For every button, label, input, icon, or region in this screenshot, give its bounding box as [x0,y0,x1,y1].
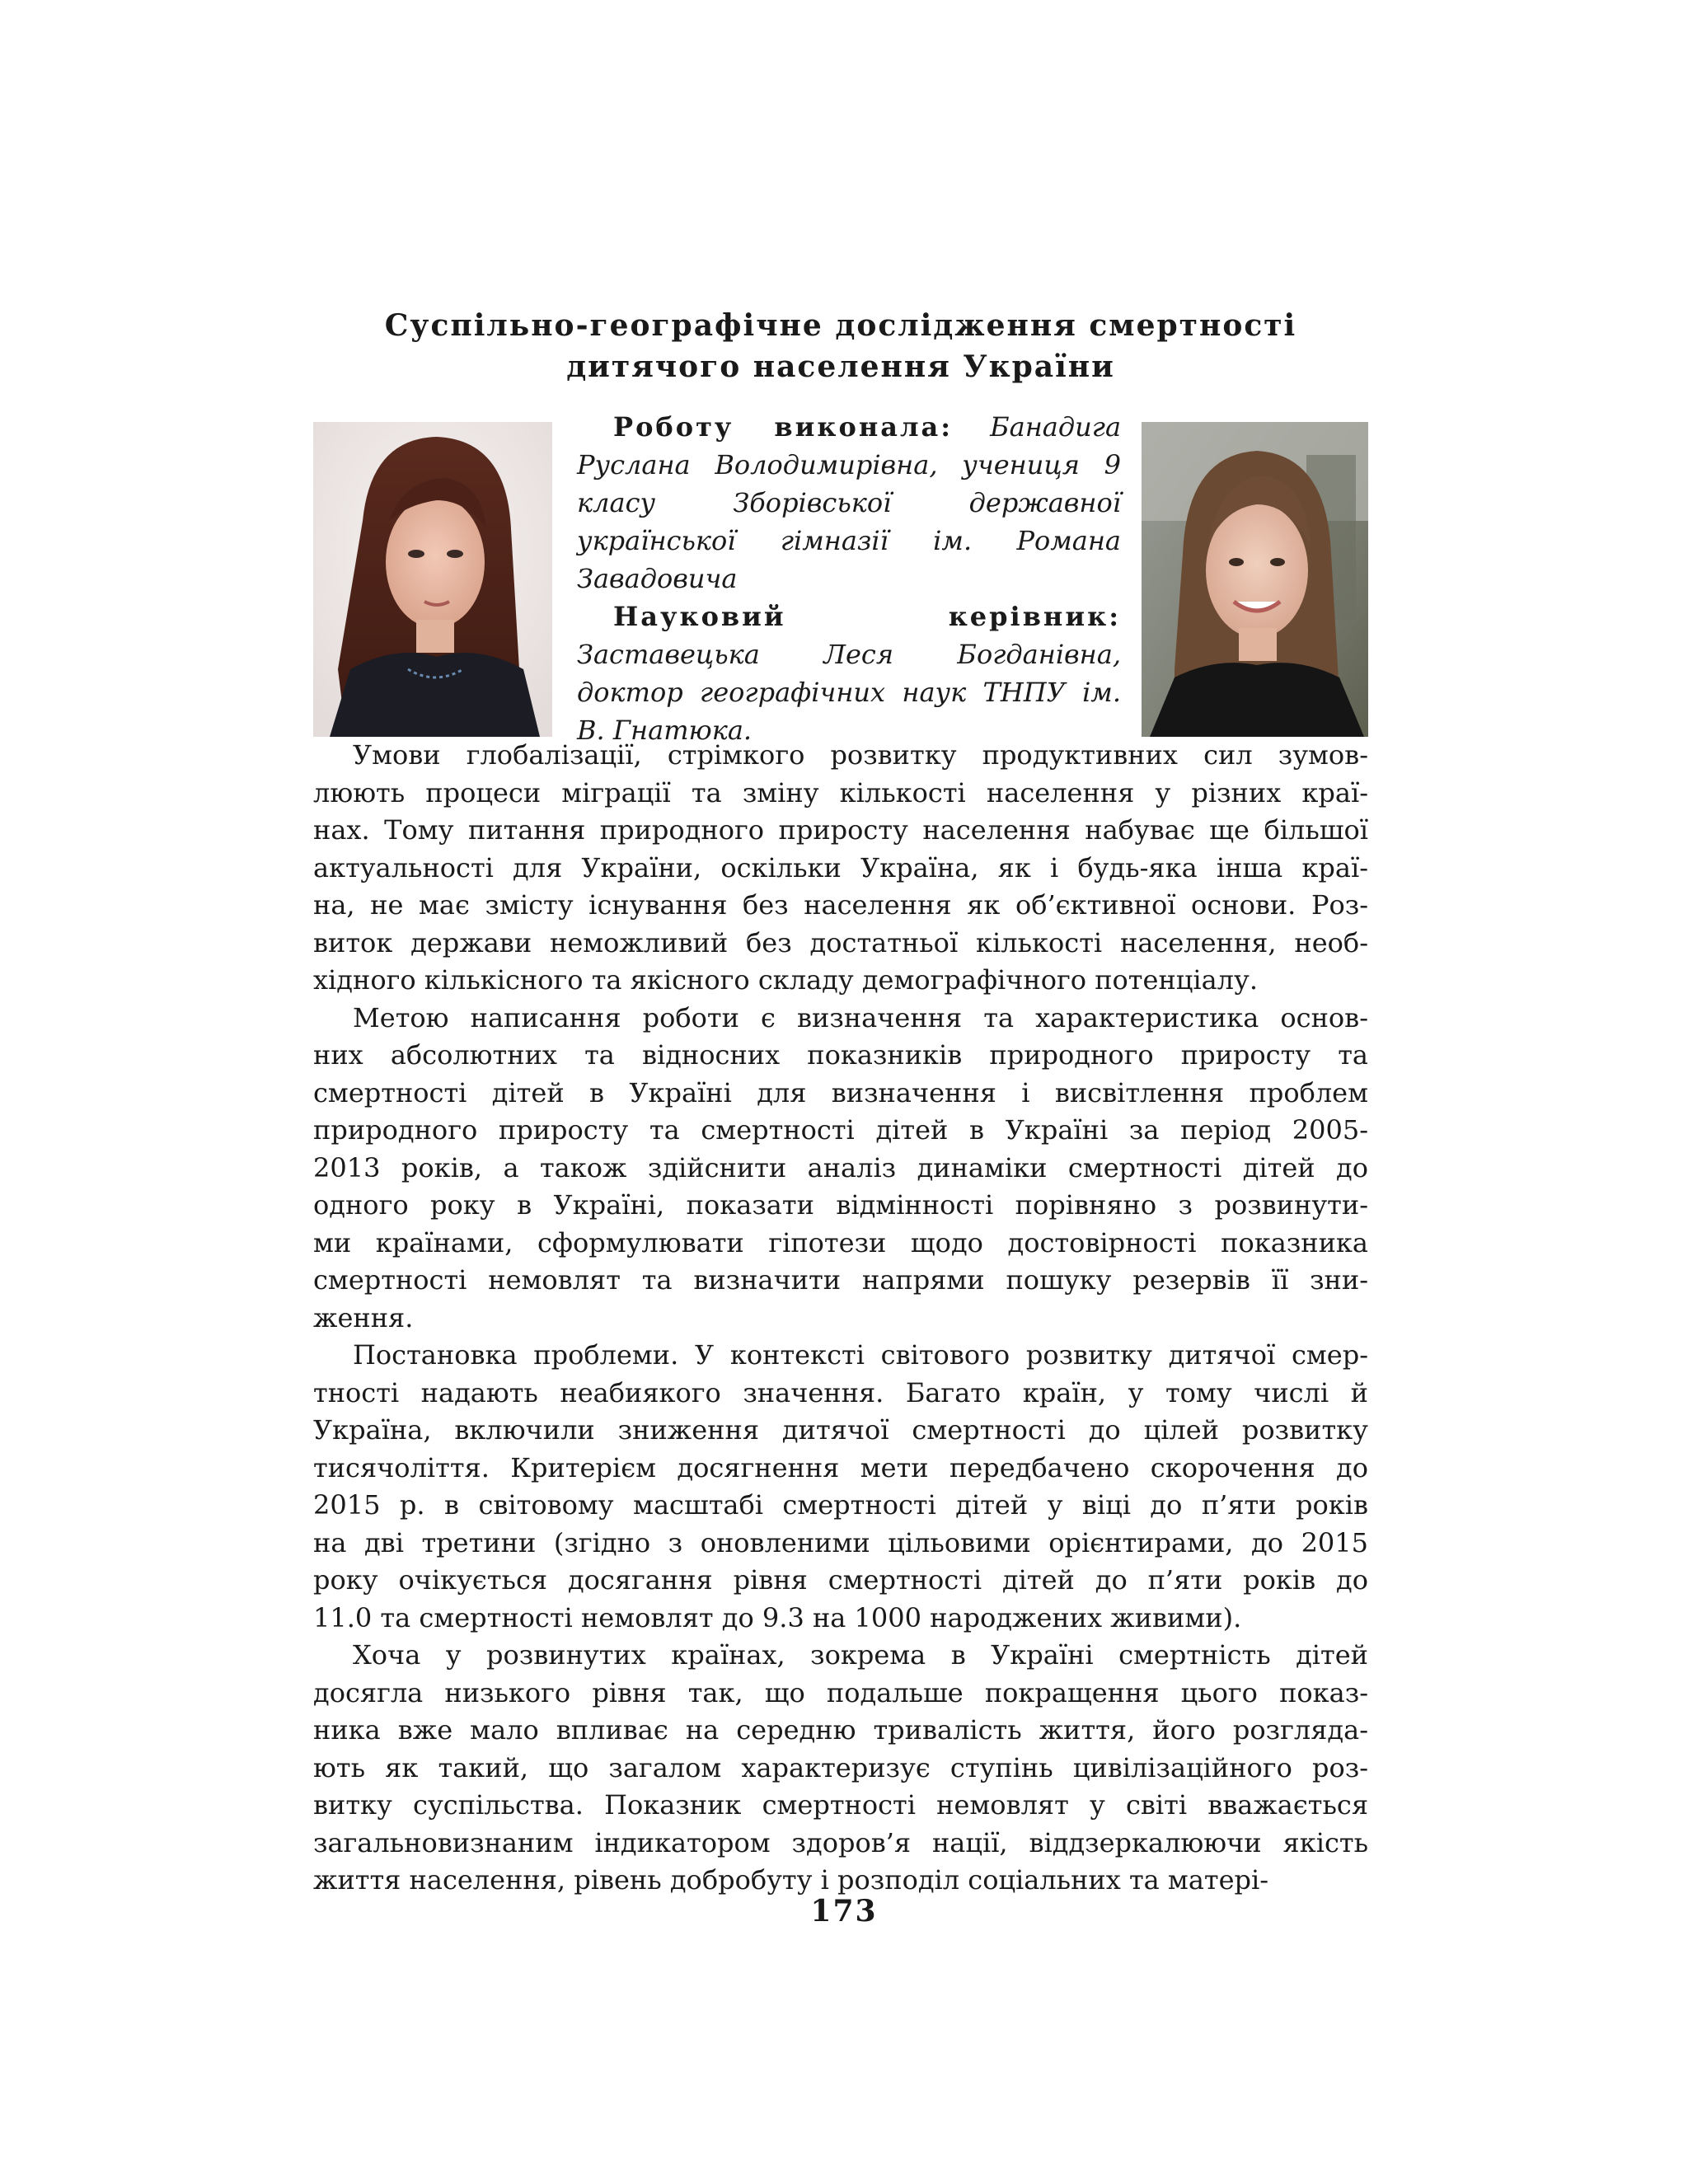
text-line: року очікується досягання рівня смертності дітей до п’яти років до [313,1564,1368,1596]
paragraph [313,1000,1368,1338]
text-line: них абсолютних та відносних показників природного приросту та [313,1039,1368,1071]
author-credit [577,408,1121,598]
article-title-line-1: Суспільно-географічне дослідження смертності [384,308,1297,343]
text-line: актуальності для України, оскільки Україна, як і будь-яка інша краї- [313,851,1368,883]
text-line: на дві третини (згідно з оновленими цільовими орієнтирами, до 2015 [313,1526,1368,1558]
text-line: люють процеси міграції та зміну кількості населення у різних краї- [313,776,1368,808]
credits-block [577,408,1121,749]
text-line: загальновизнаним індикатором здоров’я нації, віддзеркалюючи якість [313,1826,1368,1858]
text-line: смертності дітей в Україні для визначення і висвітлення проблем [313,1076,1368,1108]
text-line: Постановка проблеми. У контексті світового розвитку дитячої смер- [353,1339,1368,1371]
supervisor-photo [1142,422,1368,737]
text-line: хідного кількісного та якісного складу демографічного потенціалу. [313,964,1258,996]
text-line: одного року в Україні, показати відмінності порівняно з розвинути- [313,1189,1368,1221]
article-title [313,305,1368,387]
article-title-line-2: дитячого населення України [566,349,1115,384]
paragraph [313,1637,1368,1900]
text-line: Хоча у розвинутих країнах, зокрема в Україні смертність дітей [353,1639,1368,1671]
text-line: Україна, включили зниження дитячої смертності до цілей розвитку [313,1414,1368,1446]
text-line: досягла низького рівня так, що подальше покращення цього показ- [313,1676,1368,1708]
text-line: нах. Тому питання природного приросту населення набуває ще більшої [313,814,1368,846]
author-label: Роботу виконала: [613,411,954,443]
article-body [313,737,1368,1900]
text-line: природного приросту та смертності дітей в Україні за період 2005- [313,1114,1368,1146]
text-line: витку суспільства. Показник смертності немовлят у світі вважається [313,1789,1368,1821]
text-line: тності надають неабиякого значення. Багато країн, у тому числі й [313,1376,1368,1408]
text-line: 11.0 та смертності немовлят до 9.3 на 1000 народжених живими). [313,1601,1242,1633]
text-line: Метою написання роботи є визначення та характеристика основ- [353,1001,1368,1033]
text-line: виток держави неможливий без достатньої кількості населення, необ- [313,926,1368,958]
paragraph [313,1337,1368,1637]
text-line: смертності немовлят та визначити напрями пошуку резервів її зни- [313,1264,1368,1296]
text-line: на, не має змісту існування без населення як об’єктивної основи. Роз- [313,889,1368,921]
paragraph [313,737,1368,1000]
supervisor-text: Заставецька Леся Богданівна, доктор географічних наук ТНПУ ім. В. Гнатюка. [577,639,1121,746]
author-text: Банадига Руслана Володимирівна, учениця 9 класу Зборівської державної української гімназії ім. Романа Завадовича [577,411,1122,594]
text-line: тисячоліття. Критерієм досягнення мети передбачено скорочення до [313,1451,1368,1483]
supervisor-credit [577,598,1121,749]
text-line: ження. [313,1301,414,1333]
text-line: ми країнами, сформулювати гіпотези щодо достовірності показника [313,1226,1368,1258]
page-number: 173 [810,1894,878,1929]
text-line: 2015 р. в світовому масштабі смертності дітей у віці до п’яти років [313,1489,1368,1521]
supervisor-label: Науковий керівник: [613,601,1121,632]
text-line: Умови глобалізації, стрімкого розвитку продуктивних сил зумов- [353,739,1368,771]
text-line: ють як такий, що загалом характеризує ступінь цивілізаційного роз- [313,1751,1368,1783]
text-line: 2013 років, а також здійснити аналіз динаміки смертності дітей до [313,1151,1368,1183]
author-photo [313,422,552,737]
text-line: ника вже мало впливає на середню тривалість життя, його розгляда- [313,1714,1368,1746]
text-line: життя населення, рівень добробуту і розподіл соціальних та матері- [313,1864,1269,1896]
